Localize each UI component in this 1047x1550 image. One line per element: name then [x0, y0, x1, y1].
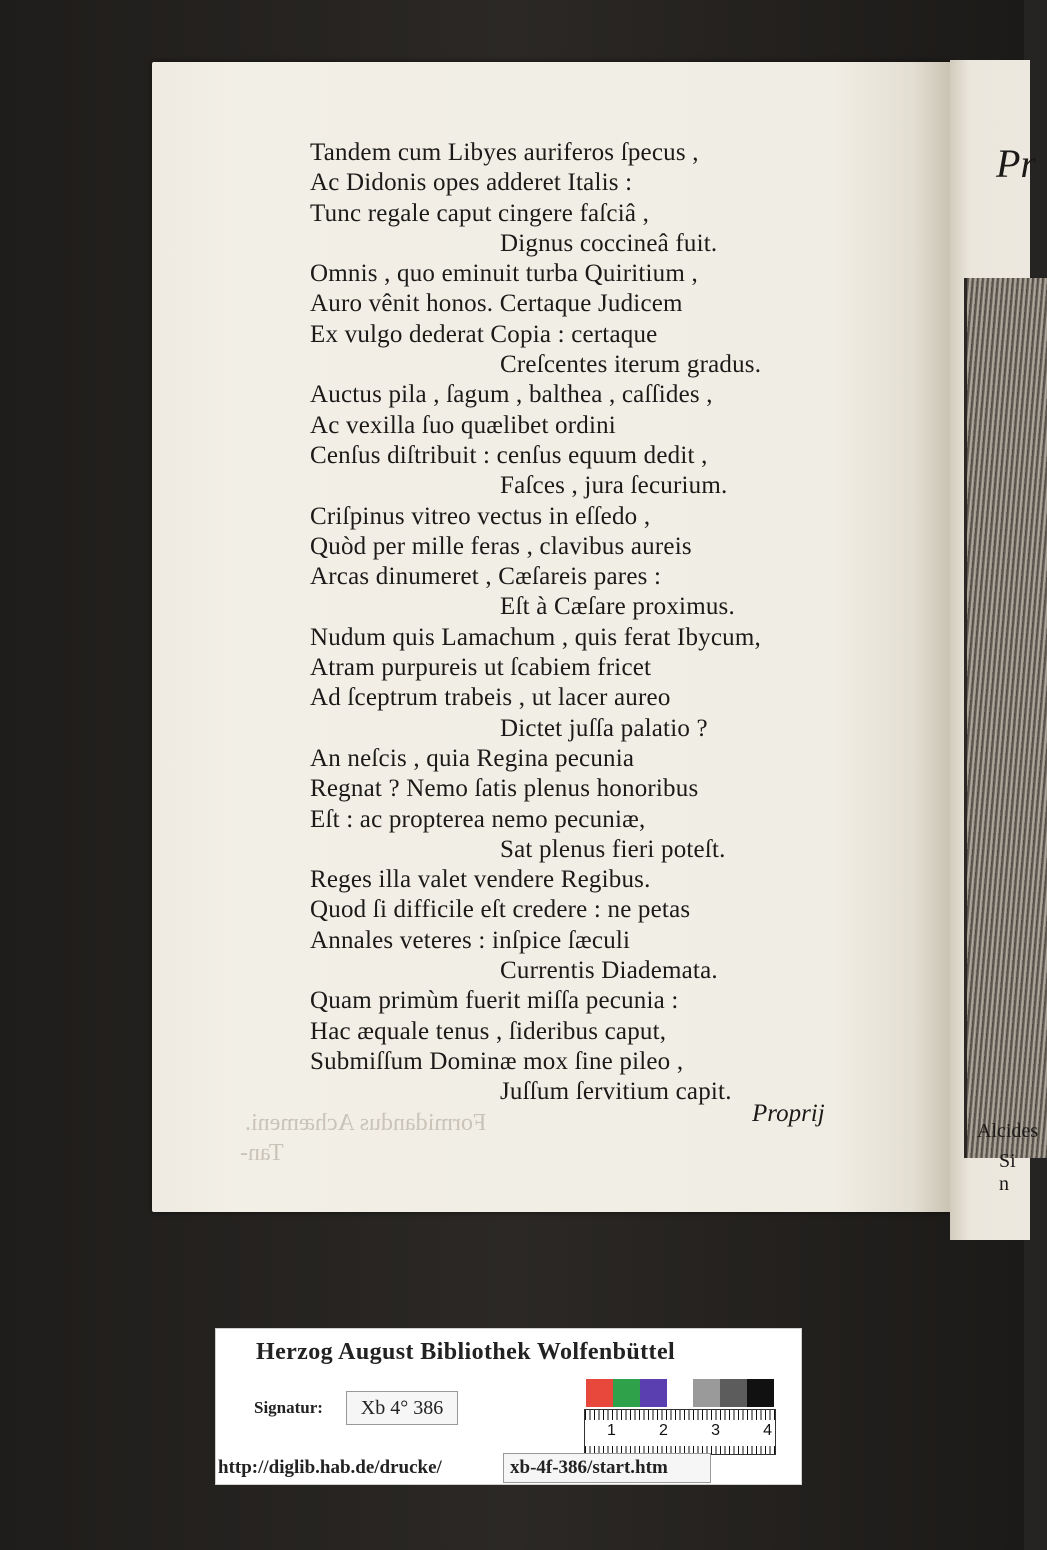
poem-line: Juſſum ſervitium capit. [500, 1078, 732, 1106]
poem-line: Eſt : ac propterea nemo pecuniæ, [310, 805, 646, 833]
poem-text [310, 138, 870, 1108]
poem-line: Ac Didonis opes adderet Italis : [310, 169, 633, 197]
poem-line: Auctus pila , ſagum , balthea , caſſides , [310, 381, 713, 409]
ruler-number: 4 [763, 1422, 772, 1439]
poem-line: Ad ſceptrum trabeis , ut lacer aureo [310, 684, 671, 712]
poem-line: Atram purpureis ut ſcabiem fricet [310, 654, 652, 682]
poem-line: Tandem cum Libyes auriferos ſpecus , [310, 139, 699, 166]
facing-page-heading: Pr [996, 141, 1036, 186]
ruler-number: 1 [607, 1422, 616, 1439]
ruler-numbers [607, 1422, 772, 1440]
poem-line: Cenſus diſtribuit : cenſus equum dedit , [310, 441, 708, 469]
poem-line: Hac æquale tenus , ſideribus caput, [310, 1017, 667, 1045]
poem-line: Criſpinus vitreo vectus in eſſedo , [310, 502, 651, 530]
ruler-number: 3 [711, 1422, 720, 1439]
color-swatch [586, 1379, 613, 1407]
ruler-number: 2 [659, 1422, 668, 1439]
engraving-caption: Alcides [977, 1120, 1039, 1142]
poem-line: Dictet juſſa palatio ? [500, 714, 708, 742]
catchword: Proprij [752, 1100, 825, 1127]
color-swatch [747, 1379, 774, 1407]
poem-line: Eſt à Cæſare proximus. [500, 593, 735, 621]
poem-line: Nudum quis Lamachum , quis ferat Ibycum, [310, 623, 761, 651]
poem-line: Regnat ? Nemo ſatis plenus honoribus [310, 775, 699, 803]
poem-line: Quòd per mille feras , clavibus aureis [310, 532, 692, 560]
poem-line: Currentis Diademata. [500, 957, 718, 985]
library-label [215, 1328, 802, 1485]
color-calibration-chart [586, 1379, 774, 1407]
signatur-label: Signatur: [254, 1398, 323, 1417]
color-swatch [667, 1379, 694, 1407]
poem-line: Creſcentes iterum gradus. [500, 351, 762, 379]
color-swatch [613, 1379, 640, 1407]
poem-line: Arcas dinumeret , Cæſareis pares : [310, 563, 662, 591]
poem-line: Quam primùm fuerit miſſa pecunia : [310, 987, 679, 1015]
institution-name: Herzog August Bibliothek Wolfenbüttel [256, 1339, 676, 1365]
poem-line: Dignus coccineâ fuit. [500, 229, 718, 257]
color-swatch [720, 1379, 747, 1407]
color-swatch [640, 1379, 667, 1407]
poem-line: Omnis , quo eminuit turba Quiritium , [310, 260, 698, 288]
signatur-value: Xb 4° 386 [346, 1391, 458, 1425]
color-swatch [693, 1379, 720, 1407]
bleed-through-text: Formidandus Achæmeni. [245, 1110, 487, 1136]
poem-line: Annales veteres : inſpice ſæculi [310, 926, 631, 954]
poem-line: Submiſſum Dominæ mox ſine pileo , [310, 1047, 684, 1075]
poem-line: An neſcis , quia Regina pecunia [310, 744, 635, 772]
url-prefix[interactable]: http://diglib.hab.de/drucke/ [218, 1457, 442, 1478]
engraving-image [964, 278, 1047, 1158]
scale-ruler [584, 1409, 776, 1455]
poem-line: Sat plenus fieri poteſt. [500, 835, 726, 863]
bleed-through-text: Tan- [240, 1140, 284, 1166]
poem-line: Quod ſi difficile eſt credere : ne petas [310, 896, 691, 924]
poem-line: Auro vênit honos. Certaque Judicem [310, 290, 683, 318]
poem-line: Tunc regale caput cingere faſciâ , [310, 199, 650, 227]
facing-page [950, 60, 1039, 1240]
poem-line: Ac vexilla ſuo quælibet ordini [310, 411, 616, 439]
poem-line: Faſces , jura ſecurium. [500, 472, 728, 500]
ruler-ticks [585, 1410, 775, 1420]
url-suffix[interactable]: xb-4f-386/start.htm [503, 1453, 711, 1483]
poem-line: Ex vulgo dederat Copia : certaque [310, 320, 658, 348]
engraving-caption: Si n [999, 1150, 1016, 1195]
poem-line: Reges illa valet vendere Regibus. [310, 866, 651, 894]
